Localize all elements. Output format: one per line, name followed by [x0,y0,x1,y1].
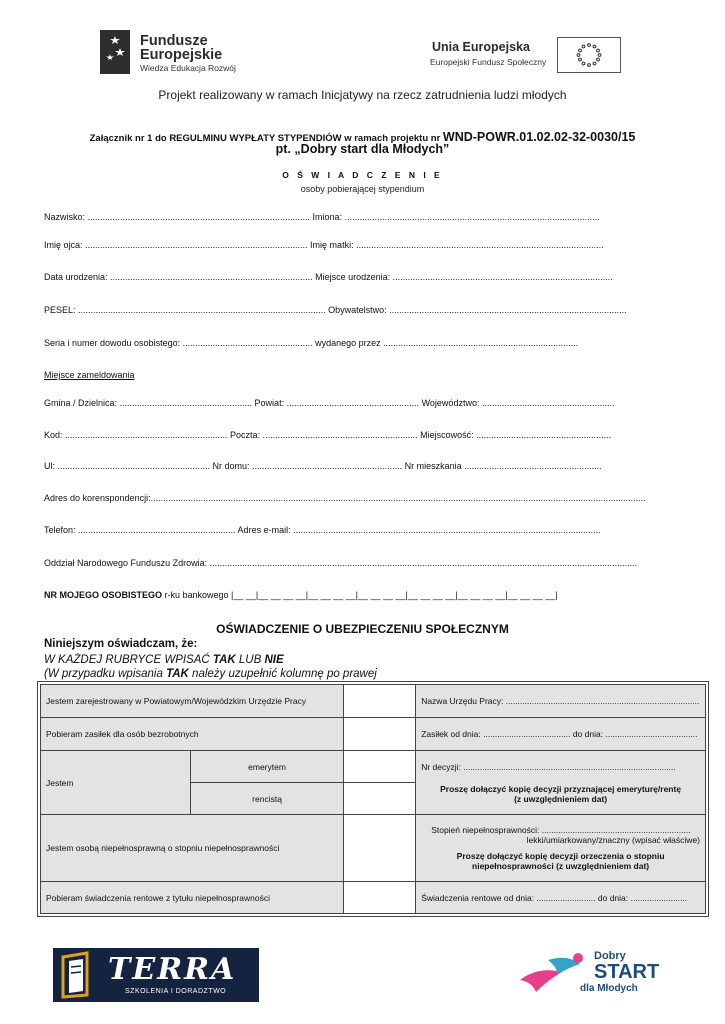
insurance-declare: Niniejszym oświadczam, że: [44,638,198,650]
row2-right[interactable]: Zasiłek od dnia: ..................................... do dnia: ....................................... [416,718,706,751]
fe-stars-icon [100,30,130,74]
instr1-a: W KAŻDEJ RUBRYCE WPISAĆ [44,654,213,666]
row4-right-line3: Proszę dołączyć kopię decyzji orzeczenia o stopniu [456,851,665,861]
row3-right-line1[interactable]: Nr decyzji: .......................................................................................... [421,761,676,772]
dobry-start-line1: Dobry [594,950,626,962]
bank-account-boxes[interactable]: r-ku bankowego |__ __|__ __ __ __|__ __ __ __|__ __ __ __|__ __ __ __|__ __ __ __|__ __ __ __| [162,590,558,600]
instr2-c: należy uzupełnić kolumnę po prawej [188,668,377,680]
row3-label: Jestem [41,751,191,815]
row3-right-line3: (z uwzględnieniem dat) [514,793,608,804]
heading-title: O Ś W I A D C Z E N I E [282,170,443,180]
dobry-start-line3: dla Młodych [580,983,638,994]
row3-sub2: rencistą [190,783,344,815]
fe-logo [100,28,270,76]
heading-subtitle: osoby pobierającej stypendium [300,184,425,194]
eu-flag-icon [557,37,621,73]
fe-logo-line2: Europejskie [140,47,223,63]
table-row [41,815,706,882]
terra-book-icon [59,951,93,999]
ue-title: Unia Europejska [432,40,530,54]
field-nfz[interactable]: Oddział Narodowego Funduszu Zdrowia: ........................................................................................................................................................................... [44,558,638,568]
terra-title: TERRA [108,952,237,987]
row1-answer[interactable] [344,685,416,718]
field-bank-account[interactable] [44,590,558,600]
fe-logo-line1: Fundusze [140,33,208,49]
row1-right[interactable]: Nazwa Urzędu Pracy: .................................................................................. [416,685,706,718]
row4-answer[interactable] [344,815,416,882]
insurance-instruction-2 [44,668,377,680]
dobry-start-figure-icon [518,950,588,1000]
row4-right-line1[interactable]: Stopień niepełnosprawności: ............................................................... [431,825,691,835]
instr1-c: LUB [235,654,265,666]
field-street[interactable]: Ul: ............................................................. Nr domu: ............................................................ Nr mieszkania ....................................................... [44,461,602,471]
bank-account-label: NR MOJEGO OSOBISTEGO [44,590,163,600]
row5-label: Pobieram świadczenia rentowe z tytułu niepełnosprawności [41,882,344,914]
annex-line2: pt. „Dobry start dla Młodych” [275,142,450,156]
row3-right[interactable] [416,751,706,815]
row3-sub1: emerytem [190,751,344,783]
dobry-start-line2: START [594,961,660,983]
insurance-table-frame [37,681,709,917]
row4-right-line2: lekki/umiarkowany/znaczny (wpisać właściwe) [526,835,700,845]
field-postcode[interactable]: Kod: ................................................................. Poczta: .............................................................. Miejscowość: ...................................................... [44,430,612,440]
row2-answer[interactable] [344,718,416,751]
table-row [41,718,706,751]
insurance-title: OŚWIADCZENIE O UBEZPIECZENIU SPOŁECZNYM [216,622,509,636]
instr2-b: TAK [166,668,189,680]
ue-logo [430,37,630,73]
row3-answer2[interactable] [344,783,416,815]
field-birth[interactable]: Data urodzenia: ................................................................................. Miejsce urodzenia: ........................................................................................ [44,272,613,282]
instr2-a: (W przypadku wpisania [44,668,167,680]
terra-logo [53,948,259,1002]
section-residence: Miejsce zameldowania [44,370,135,380]
table-row [41,882,706,914]
terra-subtitle: SZKOLENIA I DORADZTWO [125,988,227,995]
row4-right[interactable] [416,815,706,882]
field-surname-names[interactable]: Nazwisko: ......................................................................................... Imiona: ...................................................................................................... [44,212,600,222]
row5-right[interactable]: Świadczenia rentowe od dnia: ......................... do dnia: ........................ [416,882,706,914]
project-line: Projekt realizowany w ramach Inicjatywy na rzecz zatrudnienia ludzi młodych [158,88,567,102]
row5-answer[interactable] [344,882,416,914]
insurance-table [40,684,706,914]
row2-label: Pobieram zasiłek dla osób bezrobotnych [41,718,344,751]
row4-right-line4: niepełnosprawności (z uwzględnieniem dat) [472,861,650,871]
dobry-start-logo [518,948,668,1004]
field-correspondence[interactable]: Adres do korenspondencji:...................................................................................................................................................................................................... [44,493,646,503]
annex-line1-small: Załącznik nr 1 do REGULMINU WYPŁATY STYPENDIÓW w ramach projektu nr [89,133,443,144]
ue-subtitle: Europejski Fundusz Społeczny [430,57,547,67]
field-pesel-citizenship[interactable]: PESEL: ................................................................................................... Obywatelstwo: ............................................................................................... [44,305,627,315]
row3-answer1[interactable] [344,751,416,783]
row3-right-line2: Proszę dołączyć kopię decyzji przyznającej emeryturę/rentę [440,783,682,794]
row4-label: Jestem osobą niepełnosprawną o stopniu niepełnosprawności [41,815,344,882]
table-row [41,751,706,783]
field-parents[interactable]: Imię ojca: ......................................................................................... Imię matki: ................................................................................................... [44,240,604,250]
fe-logo-line3: Wiedza Edukacja Rozwój [140,63,236,73]
table-row [41,685,706,718]
field-commune[interactable]: Gmina / Dzielnica: ..................................................... Powiat: ..................................................... Województwo: ..................................................... [44,398,615,408]
instr1-d: NIE [264,654,284,666]
annex-line1-number: WND-POWR.01.02.02-32-0030/15 [442,130,636,144]
instr1-b: TAK [212,654,236,666]
field-id-card[interactable]: Seria i numer dowodu osobistego: .................................................... wydanego przez .............................................................................. [44,338,579,348]
field-phone-email[interactable]: Telefon: ............................................................... Adres e-mail: ........................................................................................................................... [44,525,601,535]
row1-label: Jestem zarejestrowany w Powiatowym/Wojewódzkim Urzędzie Pracy [41,685,344,718]
insurance-instruction-1 [44,654,284,666]
